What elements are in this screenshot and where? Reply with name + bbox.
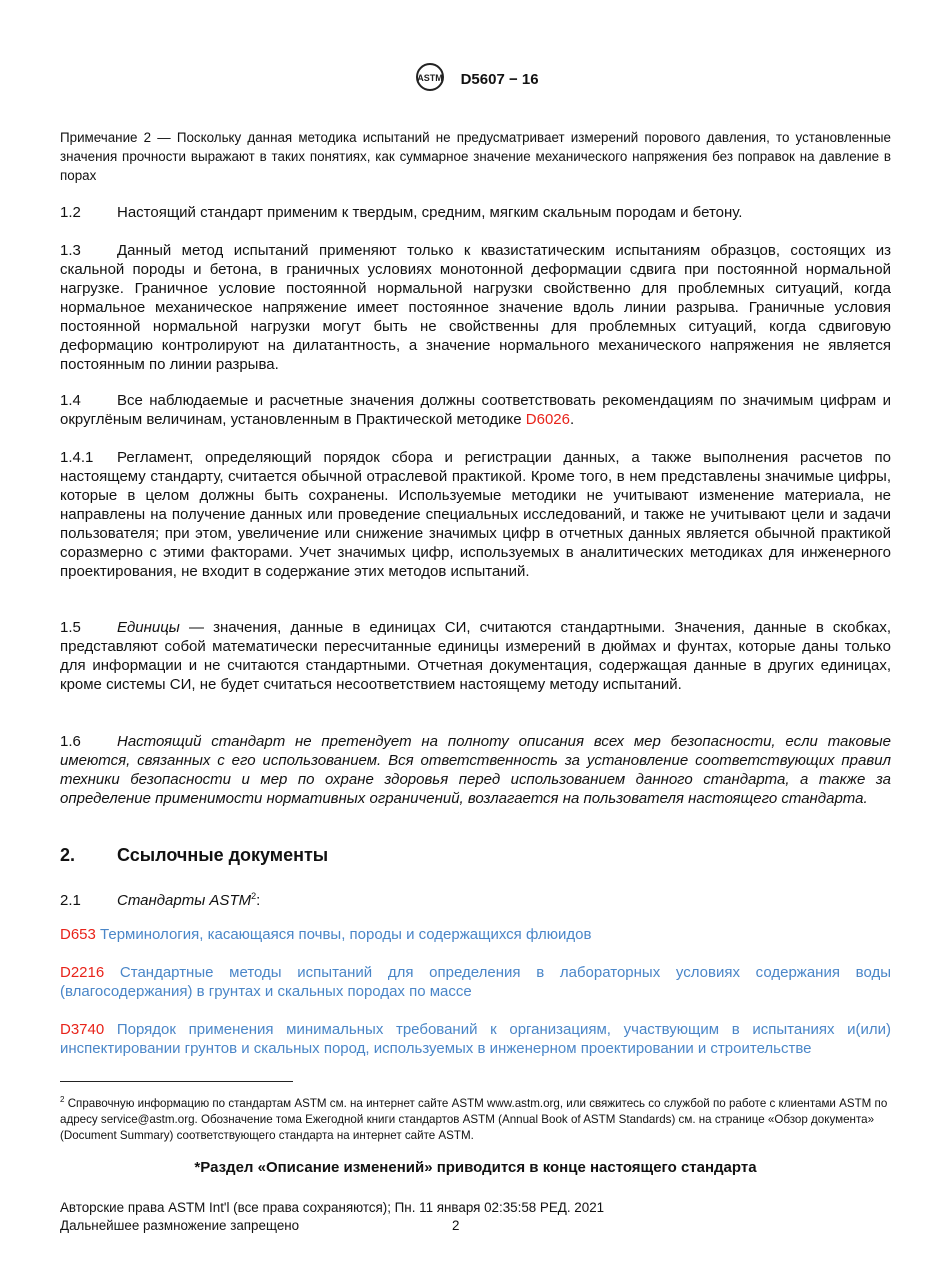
clause-number: 1.2 xyxy=(60,204,81,221)
reference-item xyxy=(60,1020,891,1058)
footnote-divider xyxy=(60,1081,293,1082)
section-2-heading xyxy=(60,845,328,866)
reference-code[interactable]: D2216 xyxy=(60,964,105,981)
clause-2-1 xyxy=(60,887,891,910)
clause-text: Регламент, определяющий порядок сбора и регистрации данных, а также выполнения расчетов по настоящему стандарту, считается обычной отраслевой практикой. Кроме того, в нем представлены значимые цифры, которые в целом должны быть сохранены. Используемые методики не учитывают изменение материала, не направлены на получение данных или проведение специальных исследований, и также не учитывают цели и задачи пользователя; при этом, увеличение или снижение значимых цифр в отчетных данных является обычной практикой соразмерно с этими факторами. Учет значимых цифр, используемых в аналитических методиках для инженерного проектирования, не входит в содержание этих методов испытаний. xyxy=(60,449,891,580)
section-title: Ссылочные документы xyxy=(117,845,329,865)
copyright-line-1: Авторские права ASTM Int'l (все права сохраняются); Пн. 11 января 02:35:58 РЕД. 2021 xyxy=(60,1200,605,1215)
clause-text-end: : xyxy=(256,892,261,909)
clause-1-3 xyxy=(60,241,891,374)
clause-number: 1.4.1 xyxy=(60,449,94,466)
clause-number: 1.3 xyxy=(60,242,81,259)
clause-number: 1.4 xyxy=(60,392,81,409)
reference-item xyxy=(60,963,891,1001)
clause-number: 2.1 xyxy=(60,892,81,909)
clause-number: 1.5 xyxy=(60,619,81,636)
copyright-line-2: Дальнейшее размножение запрещено xyxy=(60,1218,300,1233)
clause-1-4 xyxy=(60,391,891,429)
clause-text: Настоящий стандарт не претендует на полноту описания всех мер безопасности, если таковые имеются, связанных с его использованием. Вся ответственность за установление соответствующих правил техники безопасности и мер по охране здоровья перед использованием данного стандарта, а также за определение применимости нормативных ограничений, возлагается на пользователя настоящего стандарта. xyxy=(60,733,891,807)
footnote-text: Справочную информацию по стандартам ASTM см. на интернет сайте ASTM www.astm.org, или свяжитесь со службой по работе с клиентами ASTM по адресу service@astm.org. Обозначение тома Ежегодной книги стандартов ASTM (Annual Book of ASTM Standards) см. на странице «Обзор документа» (Document Summary) соответствующего стандарта на интернет сайте ASTM. xyxy=(60,1096,888,1142)
clause-text: Данный метод испытаний применяют только к квазистатическим испытаниям образцов, состоящих из скальной породы и бетона, в граничных условиях монотонной деформации сдвига при постоянной нормальной нагрузке. Граничное условие постоянной нормальной нагрузки свойственно для проблемных ситуаций, когда нормальное механическое напряжение имеет постоянное значение вдоль линии разрыва. Граничные условия постоянной нормальной нагрузки могут быть не свойственны для проблемных ситуаций, когда сдвиговую деформацию контролируют на дилатантность, а значение нормального механического напряжения не является постоянным по линии разрыва. xyxy=(60,242,891,373)
clause-text-end: . xyxy=(569,411,575,428)
clause-text: — значения, данные в единицах СИ, считаются стандартными. Значения, данные в скобках, представляют собой математически пересчитанные единицы измерений в дюймах и фунтах, которые даны только для информации и не считаются стандартными. Отчетная документация, содержащая данные в других единицах, кроме системы СИ, не будет считаться несоответствием настоящему методу испытаний. xyxy=(60,619,891,693)
clause-text: Настоящий стандарт применим к твердым, средним, мягким скальным породам и бетону. xyxy=(117,204,743,221)
footnote xyxy=(60,1092,891,1144)
reference-code[interactable]: D653 xyxy=(60,926,96,943)
standard-code: D5607 − 16 xyxy=(460,70,539,88)
page-number: 2 xyxy=(452,1218,460,1233)
clause-number: 1.6 xyxy=(60,733,81,750)
reference-title[interactable]: Стандартные методы испытаний для определения в лабораторных условиях содержания воды (влагосодержания) в грунтах и скальных породах по массе xyxy=(60,964,892,1000)
astm-logo-icon xyxy=(412,62,448,96)
footnote-marker: 2 xyxy=(60,1095,65,1104)
change-summary-note: *Раздел «Описание изменений» приводится в конце настоящего стандарта xyxy=(194,1159,757,1176)
reference-title[interactable]: Порядок применения минимальных требований к организациям, участвующим в испытаниях и(или) инспектировании грунтов и скальных пород, используемых в инженерном проектировании и строительстве xyxy=(60,1021,892,1057)
note-2: Примечание 2 — Поскольку данная методика испытаний не предусматривает измерений порового давления, то установленные значения прочности выражают в таких понятиях, как суммарное значение механического напряжения без поправок на давление в порах xyxy=(60,130,891,183)
reference-code[interactable]: D3740 xyxy=(60,1021,105,1038)
reference-title[interactable]: Терминология, касающаяся почвы, породы и содержащихся флюидов xyxy=(100,926,592,943)
svg-text:ASTM: ASTM xyxy=(417,73,444,83)
copyright-block xyxy=(60,1199,604,1235)
clause-1-2 xyxy=(60,203,891,222)
page-header xyxy=(60,62,891,96)
clause-text: Стандарты ASTM xyxy=(117,892,252,909)
footnote-ref[interactable]: 2 xyxy=(251,891,257,901)
section-number: 2. xyxy=(60,845,76,865)
clause-1-4-1 xyxy=(60,448,891,581)
clause-1-6 xyxy=(60,732,891,808)
reference-link-d6026[interactable]: D6026 xyxy=(525,411,570,428)
clause-1-5 xyxy=(60,618,891,694)
clause-text: Все наблюдаемые и расчетные значения должны соответствовать рекомендациям по значимым цифрам и округлёным величинам, установленным в Практической методике xyxy=(60,392,891,428)
clause-label: Единицы xyxy=(117,619,180,636)
reference-item xyxy=(60,925,891,944)
